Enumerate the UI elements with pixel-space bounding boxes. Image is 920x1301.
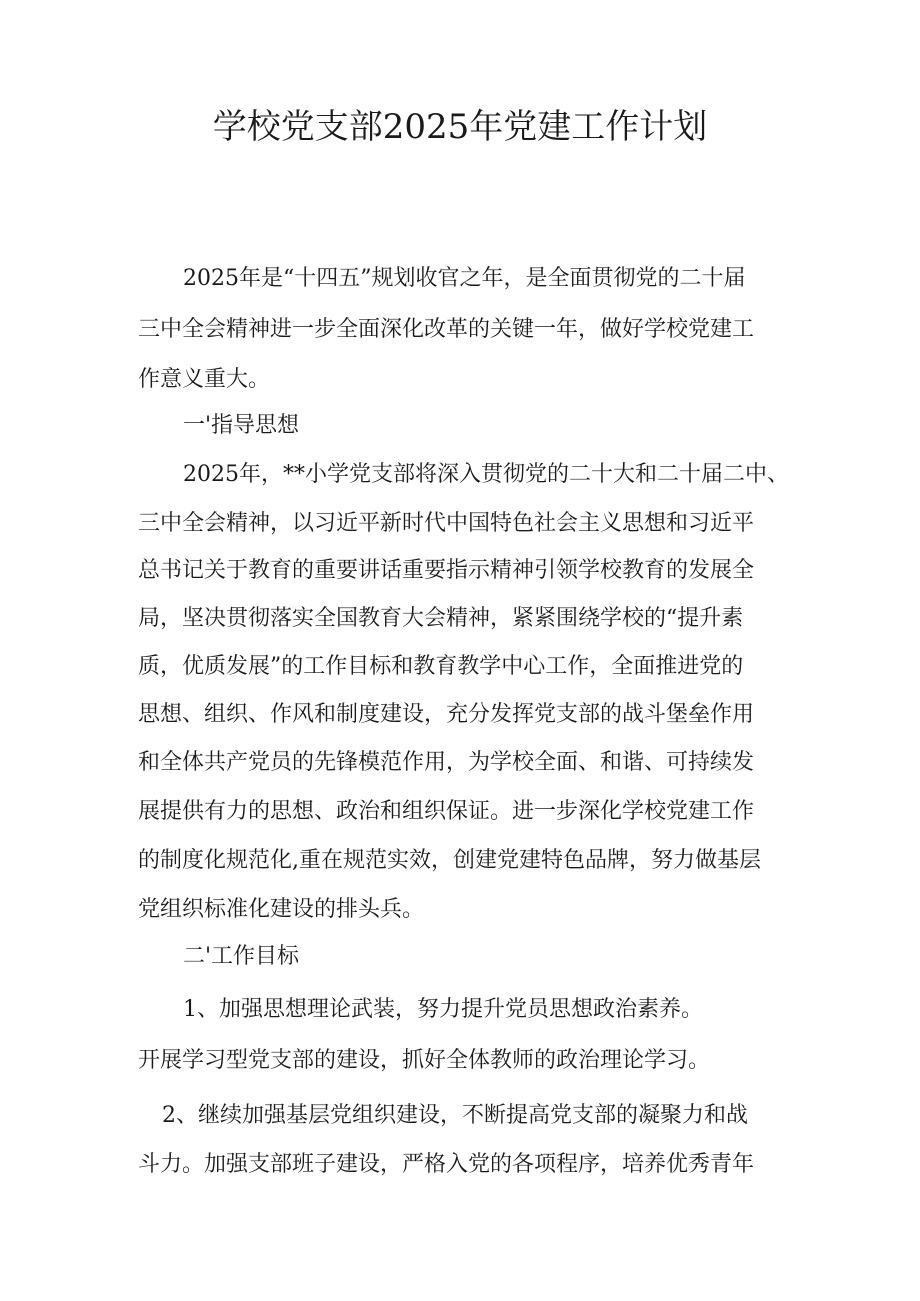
text-line: 的制度化规范化,重在规范实效，创建党建特色品牌，努力做基层 bbox=[138, 848, 761, 873]
text-line: 党组织标准化建设的排头兵。 bbox=[138, 897, 425, 922]
text-line: 2、继续加强基层党组织建设，不断提高党支部的凝聚力和战 bbox=[162, 1103, 748, 1128]
text-line: 1、加强思想理论武装，努力提升党员思想政治素养。 bbox=[183, 997, 703, 1022]
text-line: 和全体共产党员的先锋模范作用，为学校全面、和谐、可持续发 bbox=[138, 750, 755, 775]
text-line: 局，坚决贯彻落实全国教育大会精神，紧紧围绕学校的“提升素 bbox=[138, 606, 744, 631]
section-heading: 一'指导思想 bbox=[183, 413, 300, 438]
text-line: 总书记关于教育的重要讲话重要指示精神引领学校教育的发展全 bbox=[138, 558, 755, 583]
text-line: 三中全会精神，以习近平新时代中国特色社会主义思想和习近平 bbox=[138, 511, 755, 536]
text-line: 2025年是“十四五”规划收官之年，是全面贯彻党的二十届 bbox=[183, 266, 746, 291]
document-title: 学校党支部2025年党建工作计划 bbox=[212, 107, 708, 147]
text-line: 2025年，**小学党支部将深入贯彻党的二十大和二十届二中、 bbox=[183, 462, 789, 487]
section-heading: 二'工作目标 bbox=[183, 944, 300, 969]
text-line: 斗力。加强支部班子建设，严格入党的各项程序，培养优秀青年 bbox=[138, 1152, 755, 1177]
text-line: 质，优质发展”的工作目标和教育教学中心工作，全面推进党的 bbox=[138, 654, 744, 679]
text-line: 思想、组织、作风和制度建设，充分发挥党支部的战斗堡垒作用 bbox=[138, 702, 755, 727]
text-line: 作意义重大。 bbox=[138, 367, 271, 392]
text-line: 三中全会精神进一步全面深化改革的关键一年，做好学校党建工 bbox=[138, 317, 755, 342]
text-line: 展提供有力的思想、政治和组织保证。进一步深化学校党建工作 bbox=[138, 799, 755, 824]
text-line: 开展学习型党支部的建设，抓好全体教师的政治理论学习。 bbox=[138, 1048, 711, 1073]
